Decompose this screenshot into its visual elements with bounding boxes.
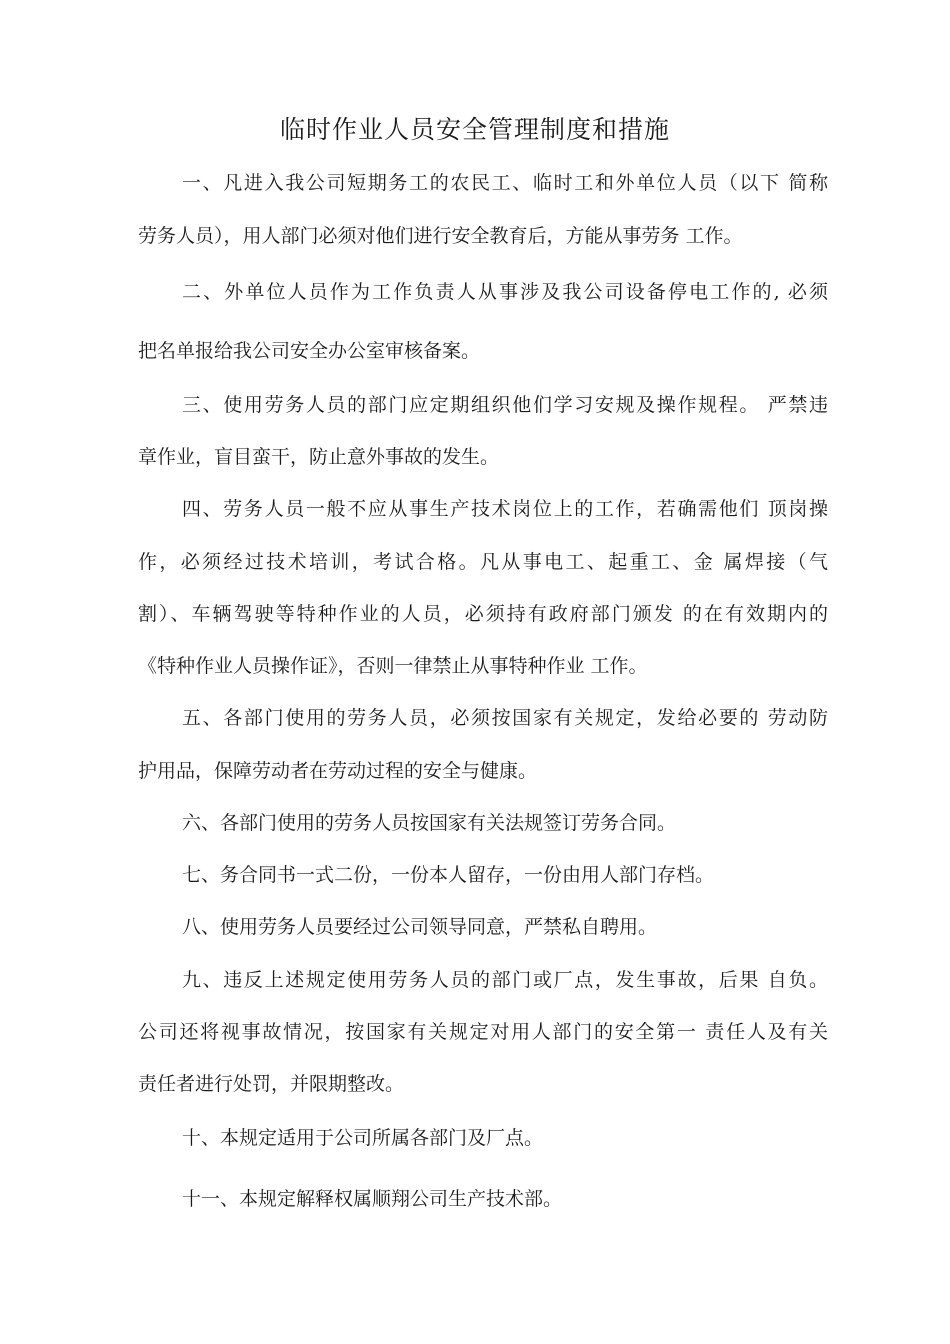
- paragraph-line: 二、外单位人员作为工作负责人从事涉及我公司设备停电工作的, 必须: [182, 281, 828, 303]
- paragraph-line: 四、劳务人员一般不应从事生产技术岗位上的工作，若确需他们 顶岗操: [182, 498, 828, 520]
- paragraph-line: 九、违反上述规定使用劳务人员的部门或厂点，发生事故，后果 自负。: [182, 969, 828, 991]
- paragraph-line: 七、务合同书一式二份，一份本人留存，一份由用人部门存档。: [182, 864, 715, 886]
- paragraph-line: 割）、车辆驾驶等特种作业的人员，必须持有政府部门颁发 的在有效期内的: [138, 603, 828, 625]
- paragraph-line: 十、本规定适用于公司所属各部门及厂点。: [182, 1127, 544, 1149]
- paragraph-line: 章作业，盲目蛮干，防止意外事故的发生。: [138, 446, 500, 468]
- paragraph-line: 作，必须经过技术培训，考试合格。凡从事电工、起重工、金 属焊接（气: [138, 551, 828, 573]
- paragraph-line: 六、各部门使用的劳务人员按国家有关法规签订劳务合同。: [182, 812, 677, 834]
- paragraph-line: 《特种作业人员操作证》，否则一律禁止从事特种作业 工作。: [138, 655, 648, 677]
- paragraph-line: 护用品，保障劳动者在劳动过程的安全与健康。: [138, 760, 538, 782]
- paragraph-line: 一、凡进入我公司短期务工的农民工、临时工和外单位人员（以下 简称: [182, 172, 828, 194]
- paragraph-line: 八、使用劳务人员要经过公司领导同意，严禁私自聘用。: [182, 916, 658, 938]
- paragraph-line: 把名单报给我公司安全办公室审核备案。: [138, 340, 481, 362]
- paragraph-line: 公司还将视事故情况，按国家有关规定对用人部门的安全第一 责任人及有关: [138, 1021, 828, 1043]
- paragraph-line: 三、使用劳务人员的部门应定期组织他们学习安规及操作规程。 严禁违: [182, 394, 828, 416]
- paragraph-line: 劳务人员），用人部门必须对他们进行安全教育后，方能从事劳务 工作。: [138, 225, 743, 247]
- paragraph-line: 五、各部门使用的劳务人员，必须按国家有关规定，发给必要的 劳动防: [182, 707, 828, 729]
- paragraph-line: 责任者进行处罚，并限期整改。: [138, 1073, 405, 1095]
- document-title: 临时作业人员安全管理制度和措施: [279, 115, 670, 144]
- paragraph-line: 十一、本规定解释权属顺翔公司生产技术部。: [182, 1188, 563, 1210]
